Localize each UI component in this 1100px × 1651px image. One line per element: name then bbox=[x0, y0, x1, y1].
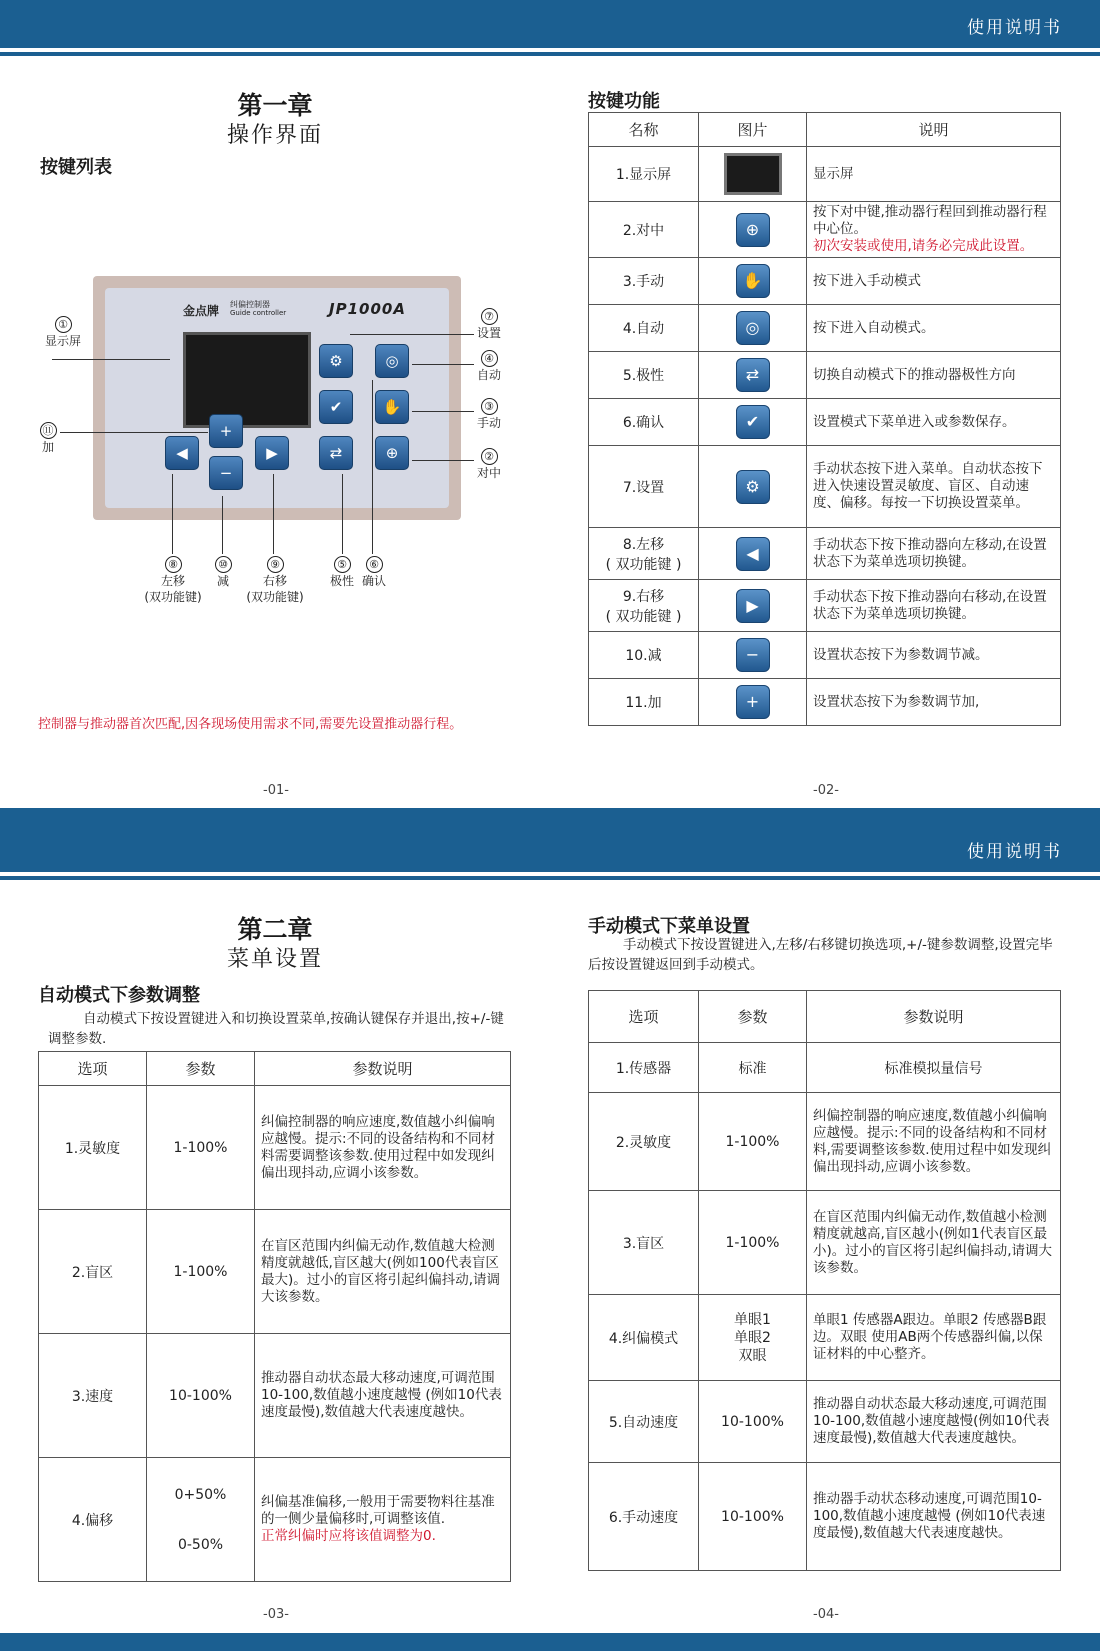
callout-minus bbox=[208, 556, 238, 589]
callout-number: ⑨ bbox=[267, 556, 284, 573]
key-desc: 按下进入手动模式 bbox=[807, 258, 1061, 305]
option-param: 1-100% bbox=[699, 1191, 807, 1295]
confirm-button[interactable]: ✔ bbox=[319, 390, 353, 424]
key-name bbox=[589, 528, 699, 580]
callout-right bbox=[240, 556, 310, 605]
callout-line bbox=[273, 474, 274, 554]
callout-label: 手动 bbox=[476, 416, 501, 430]
page-number: -03- bbox=[263, 1607, 289, 1622]
callout-number: ① bbox=[55, 316, 72, 333]
gear-icon: ⚙ bbox=[736, 470, 770, 504]
left-button[interactable]: ◀ bbox=[165, 436, 199, 470]
option-param: 10-100% bbox=[147, 1334, 255, 1458]
option-name: 6.手动速度 bbox=[589, 1463, 699, 1571]
table-row bbox=[39, 1086, 511, 1210]
key-name: 1.显示屏 bbox=[589, 147, 699, 202]
desc-text: 纠偏基准偏移,一般用于需要物料往基准的一侧少量偏移时,可调整该值. bbox=[261, 1494, 495, 1527]
key-image bbox=[699, 147, 807, 202]
key-name: 11.加 bbox=[589, 679, 699, 726]
callout-label: 显示屏 bbox=[44, 334, 81, 348]
callout-label: 极性 bbox=[329, 574, 354, 588]
key-desc: 设置模式下菜单进入或参数保存。 bbox=[807, 399, 1061, 446]
key-name: 3.手动 bbox=[589, 258, 699, 305]
callout-number: ④ bbox=[481, 350, 498, 367]
table-row bbox=[39, 1210, 511, 1334]
callout-number: ③ bbox=[481, 398, 498, 415]
section-intro: 自动模式下按设置键进入和切换设置菜单,按确认键保存并退出,按+/-键调整参数. bbox=[48, 1011, 504, 1047]
brand-subtitle: 纠偏控制器 bbox=[230, 300, 270, 309]
auto-button[interactable]: ◎ bbox=[375, 344, 409, 378]
auto-icon: ◎ bbox=[736, 311, 770, 345]
controller-face bbox=[105, 288, 449, 508]
polarity-icon: ⇄ bbox=[736, 358, 770, 392]
callout-line bbox=[412, 460, 474, 461]
header-param: 参数 bbox=[147, 1052, 255, 1086]
option-param: 1-100% bbox=[699, 1093, 807, 1191]
key-image bbox=[699, 352, 807, 399]
callout-left bbox=[138, 556, 208, 605]
display-screen bbox=[183, 332, 311, 428]
callout-polarity bbox=[326, 556, 358, 589]
callout-line bbox=[412, 411, 474, 412]
desc-text: 按下对中键,推动器行程回到推动器行程中心位。 bbox=[813, 204, 1047, 237]
table-row bbox=[589, 580, 1061, 632]
key-name-main: 8.左移 bbox=[622, 536, 665, 553]
callout-sub: (双功能键) bbox=[246, 590, 304, 604]
table-row bbox=[589, 147, 1061, 202]
option-name: 5.自动速度 bbox=[589, 1381, 699, 1463]
callout-label: 右移 bbox=[262, 574, 287, 588]
key-function-table bbox=[588, 112, 1061, 726]
chapter-title: 第二章 bbox=[237, 915, 313, 944]
option-desc: 推动器自动状态最大移动速度,可调范围10-100,数值越小速度越慢 (例如10代表速度最慢),数值越大代表速度越快。 bbox=[255, 1334, 511, 1458]
right-button[interactable]: ▶ bbox=[255, 436, 289, 470]
key-desc: 手动状态按下进入菜单。自动状态按下进入快速设置灵敏度、盲区、自动速度、偏移。每按一下切换设置菜单。 bbox=[807, 446, 1061, 528]
table-row bbox=[589, 1043, 1061, 1093]
desc-warning: 初次安装或使用,请务必完成此设置。 bbox=[813, 238, 1034, 254]
option-desc: 标准模拟量信号 bbox=[807, 1043, 1061, 1093]
minus-button[interactable]: − bbox=[209, 456, 243, 490]
table-row bbox=[39, 1334, 511, 1458]
param-value: 单眼2 bbox=[734, 1329, 771, 1346]
option-desc: 在盲区范围内纠偏无动作,数值越小检测精度就越高,盲区越小(例如1代表盲区最小)。过小的盲区将引起纠偏抖动,请调大该参数。 bbox=[807, 1191, 1061, 1295]
brand-english: Guide controller bbox=[230, 309, 287, 317]
callout-label: 减 bbox=[216, 574, 229, 588]
option-param: 1-100% bbox=[147, 1086, 255, 1210]
table-header-row bbox=[589, 113, 1061, 147]
table-row bbox=[39, 1458, 511, 1582]
polarity-button[interactable]: ⇄ bbox=[319, 436, 353, 470]
option-desc: 纠偏控制器的响应速度,数值越小纠偏响应越慢。提示:不同的设备结构和不同材料,需要调整该参数.使用过程中如发现纠偏出现抖动,应调小该参数。 bbox=[807, 1093, 1061, 1191]
callout-manual bbox=[470, 398, 508, 431]
desc-warning: 正常纠偏时应将该值调整为0. bbox=[261, 1528, 436, 1544]
table-row bbox=[589, 1093, 1061, 1191]
callout-line bbox=[52, 359, 170, 360]
header-band bbox=[0, 808, 1100, 872]
callout-line bbox=[372, 380, 373, 554]
param-value: 0+50% bbox=[174, 1486, 227, 1503]
table-row bbox=[589, 305, 1061, 352]
option-name: 3.速度 bbox=[39, 1334, 147, 1458]
option-param: 10-100% bbox=[699, 1463, 807, 1571]
header-image: 图片 bbox=[699, 113, 807, 147]
key-desc: 设置状态按下为参数调节减。 bbox=[807, 632, 1061, 679]
key-desc: 手动状态下按下推动器向左移动,在设置状态下为菜单选项切换键。 bbox=[807, 528, 1061, 580]
header-desc: 说明 bbox=[807, 113, 1061, 147]
callout-label: 左移 bbox=[160, 574, 185, 588]
chapter-subtitle: 菜单设置 bbox=[226, 947, 323, 972]
table-header-row bbox=[589, 991, 1061, 1043]
callout-number: ⑧ bbox=[165, 556, 182, 573]
callout-settings bbox=[470, 308, 508, 341]
key-desc bbox=[807, 202, 1061, 258]
key-desc: 按下进入自动模式。 bbox=[807, 305, 1061, 352]
option-param: 10-100% bbox=[699, 1381, 807, 1463]
callout-line bbox=[342, 474, 343, 554]
key-image bbox=[699, 399, 807, 446]
table-row bbox=[589, 202, 1061, 258]
key-image bbox=[699, 305, 807, 352]
key-desc: 设置状态按下为参数调节加, bbox=[807, 679, 1061, 726]
callout-number: ② bbox=[481, 448, 498, 465]
header-param: 参数 bbox=[699, 991, 807, 1043]
option-name: 4.纠偏模式 bbox=[589, 1295, 699, 1381]
callout-number: ⑦ bbox=[481, 308, 498, 325]
key-name-main: 9.右移 bbox=[622, 588, 665, 605]
key-image bbox=[699, 679, 807, 726]
page-number: -04- bbox=[813, 1607, 839, 1622]
option-desc bbox=[255, 1458, 511, 1582]
key-image bbox=[699, 202, 807, 258]
option-desc: 推动器手动状态移动速度,可调范围10-100,数值越小速度越慢 (例如10代表速度最慢),数值越大代表速度越快。 bbox=[807, 1463, 1061, 1571]
callout-auto bbox=[470, 350, 508, 383]
option-name: 1.传感器 bbox=[589, 1043, 699, 1093]
manual-menu-table bbox=[588, 990, 1061, 1571]
table-row bbox=[589, 632, 1061, 679]
table-row bbox=[589, 399, 1061, 446]
callout-number: ⑩ bbox=[215, 556, 232, 573]
key-desc: 切换自动模式下的推动器极性方向 bbox=[807, 352, 1061, 399]
key-name-sub: ( 双功能键 ) bbox=[605, 556, 682, 573]
section-title: 自动模式下参数调整 bbox=[38, 985, 200, 1006]
controller-panel bbox=[93, 276, 461, 520]
plus-button[interactable]: + bbox=[209, 414, 243, 448]
callout-line bbox=[350, 334, 474, 335]
table-row bbox=[589, 352, 1061, 399]
callout-line bbox=[412, 364, 474, 365]
callout-sub: (双功能键) bbox=[144, 590, 202, 604]
param-value: 双眼 bbox=[738, 1347, 767, 1364]
key-desc: 手动状态下按下推动器向右移动,在设置状态下为菜单选项切换键。 bbox=[807, 580, 1061, 632]
key-name: 2.对中 bbox=[589, 202, 699, 258]
table-header-row bbox=[39, 1052, 511, 1086]
center-button[interactable]: ⊕ bbox=[375, 436, 409, 470]
key-name: 7.设置 bbox=[589, 446, 699, 528]
header-option: 选项 bbox=[589, 991, 699, 1043]
plus-icon: + bbox=[736, 685, 770, 719]
callout-display bbox=[40, 316, 86, 349]
callout-label: 对中 bbox=[476, 466, 501, 480]
key-name: 5.极性 bbox=[589, 352, 699, 399]
section-title: 按键功能 bbox=[588, 91, 660, 112]
callout-number: ⑪ bbox=[40, 422, 57, 439]
option-name: 1.灵敏度 bbox=[39, 1086, 147, 1210]
table-row bbox=[589, 1381, 1061, 1463]
manual-button[interactable]: ✋ bbox=[375, 390, 409, 424]
key-image bbox=[699, 632, 807, 679]
page-number: -01- bbox=[263, 783, 289, 798]
auto-param-table bbox=[38, 1051, 511, 1582]
callout-label: 加 bbox=[41, 440, 54, 454]
table-row bbox=[589, 446, 1061, 528]
callout-number: ⑥ bbox=[366, 556, 383, 573]
section-title: 手动模式下菜单设置 bbox=[588, 916, 750, 937]
option-name: 4.偏移 bbox=[39, 1458, 147, 1582]
callout-label: 自动 bbox=[476, 368, 501, 382]
right-arrow-icon: ▶ bbox=[736, 589, 770, 623]
callout-line bbox=[222, 496, 223, 554]
table-row bbox=[589, 1463, 1061, 1571]
header-line bbox=[0, 52, 1100, 56]
callout-line bbox=[172, 474, 173, 554]
key-name-sub: ( 双功能键 ) bbox=[605, 608, 682, 625]
header-desc: 参数说明 bbox=[807, 991, 1061, 1043]
option-desc: 推动器自动状态最大移动速度,可调范围10-100,数值越小速度越慢(例如10代表速度最慢),数值越大代表速度越快。 bbox=[807, 1381, 1061, 1463]
header-name: 名称 bbox=[589, 113, 699, 147]
key-name bbox=[589, 580, 699, 632]
option-param bbox=[147, 1458, 255, 1582]
left-arrow-icon: ◀ bbox=[736, 537, 770, 571]
option-name: 2.盲区 bbox=[39, 1210, 147, 1334]
table-row bbox=[589, 1295, 1061, 1381]
option-name: 3.盲区 bbox=[589, 1191, 699, 1295]
chapter-title: 第一章 bbox=[237, 91, 313, 120]
table-row bbox=[589, 258, 1061, 305]
callout-label: 设置 bbox=[476, 326, 501, 340]
option-param bbox=[699, 1295, 807, 1381]
callout-confirm bbox=[358, 556, 390, 589]
header-title: 使用说明书 bbox=[967, 842, 1062, 862]
key-image bbox=[699, 446, 807, 528]
key-image bbox=[699, 580, 807, 632]
check-icon: ✔ bbox=[736, 405, 770, 439]
header-line bbox=[0, 876, 1100, 880]
key-desc: 显示屏 bbox=[807, 147, 1061, 202]
table-row bbox=[589, 679, 1061, 726]
callout-number: ⑤ bbox=[334, 556, 351, 573]
table-row bbox=[589, 528, 1061, 580]
screen-icon bbox=[724, 153, 782, 195]
option-desc: 纠偏控制器的响应速度,数值越小纠偏响应越慢。提示:不同的设备结构和不同材料需要调整该参数.使用过程中如发现纠偏出现抖动,应调小该参数。 bbox=[255, 1086, 511, 1210]
center-icon: ⊕ bbox=[736, 213, 770, 247]
option-desc: 在盲区范围内纠偏无动作,数值越大检测精度就越低,盲区越大(例如100代表盲区最大)。过小的盲区将引起纠偏抖动,请调大该参数。 bbox=[255, 1210, 511, 1334]
setup-note: 控制器与推动器首次匹配,因各现场使用需求不同,需要先设置推动器行程。 bbox=[38, 717, 463, 732]
header-option: 选项 bbox=[39, 1052, 147, 1086]
key-image bbox=[699, 258, 807, 305]
section-intro: 手动模式下按设置键进入,左移/右移键切换选项,+/-键参数调整,设置完毕后按设置键返回到手动模式。 bbox=[588, 937, 1053, 973]
option-param: 1-100% bbox=[147, 1210, 255, 1334]
hand-icon: ✋ bbox=[736, 264, 770, 298]
section-title: 按键列表 bbox=[40, 157, 112, 178]
page-number: -02- bbox=[813, 783, 839, 798]
footer-band bbox=[0, 1633, 1100, 1651]
header-band bbox=[0, 0, 1100, 48]
option-name: 2.灵敏度 bbox=[589, 1093, 699, 1191]
chapter-subtitle: 操作界面 bbox=[226, 123, 323, 148]
key-name: 10.减 bbox=[589, 632, 699, 679]
header-desc: 参数说明 bbox=[255, 1052, 511, 1086]
minus-icon: − bbox=[736, 638, 770, 672]
header-title: 使用说明书 bbox=[967, 18, 1062, 38]
callout-center bbox=[470, 448, 508, 481]
settings-button[interactable]: ⚙ bbox=[319, 344, 353, 378]
table-row bbox=[589, 1191, 1061, 1295]
option-param: 标准 bbox=[699, 1043, 807, 1093]
key-name: 4.自动 bbox=[589, 305, 699, 352]
key-name: 6.确认 bbox=[589, 399, 699, 446]
callout-plus bbox=[36, 422, 60, 455]
key-image bbox=[699, 528, 807, 580]
brand-logo: 金点牌 bbox=[183, 304, 220, 318]
param-value: 0-50% bbox=[177, 1536, 224, 1553]
model-label: JP1000A bbox=[329, 300, 406, 318]
param-value: 单眼1 bbox=[734, 1311, 771, 1328]
callout-label: 确认 bbox=[361, 574, 386, 588]
option-desc: 单眼1 传感器A跟边。单眼2 传感器B跟边。双眼 使用AB两个传感器纠偏,以保证材料的中心整齐。 bbox=[807, 1295, 1061, 1381]
callout-line bbox=[60, 432, 208, 433]
